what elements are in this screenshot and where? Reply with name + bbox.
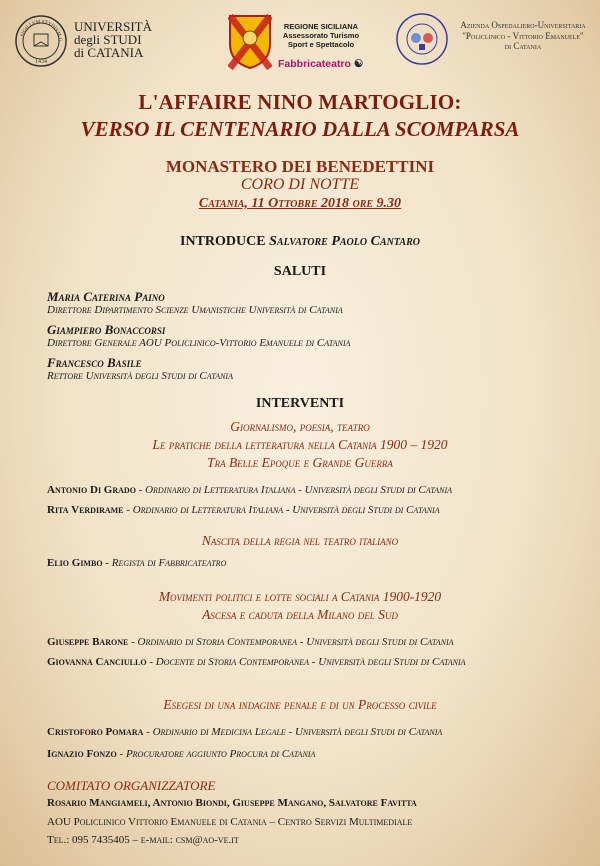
- aou-text: Azienda Ospedaliero-Universitaria "Policlinico - Vittorio Emanuele" di Catania: [460, 20, 586, 51]
- trinacria-shield-icon: [228, 14, 272, 70]
- saluti-speaker-name: Francesco Basile: [47, 355, 142, 370]
- topic-line: Esegesi di una indagine penale e di un Processo civile: [163, 697, 437, 712]
- intro-name: Salvatore Paolo Cantaro: [269, 234, 420, 249]
- comitato-org: AOU Policlinico Vittorio Emanuele di Catania – Centro Servizi Multimediale: [47, 816, 413, 828]
- comitato-heading: COMITATO ORGANIZZATORE: [47, 778, 216, 793]
- aou-logo: [395, 12, 595, 78]
- title-line-1: L'AFFAIRE NINO MARTOGLIO:: [138, 90, 462, 114]
- speaker-role: Ordinario di Storia Contemporanea - Università degli Studi di Catania: [137, 636, 454, 648]
- venue-room: CORO DI NOTTE: [240, 176, 360, 193]
- speaker-name: Cristoforo Pomara: [47, 726, 144, 738]
- topic-line: Le pratiche della letteratura nella Catania 1900 – 1920: [152, 437, 448, 452]
- speaker-line: Elio Gimbo - Regista di Fabbricateatro: [47, 557, 227, 569]
- saluti-speaker-name: Giampiero Bonaccorsi: [47, 322, 166, 337]
- venue-name: MONASTERO DEI BENEDETTINI: [165, 157, 435, 176]
- interventi-heading: INTERVENTI: [255, 396, 345, 411]
- topic-line: Ascesa e caduta della Milano del Sud: [202, 607, 398, 622]
- speaker-line: Giuseppe Barone - Ordinario di Storia Contemporanea - Università degli Studi di Catania: [47, 636, 454, 648]
- speaker-line: Rita Verdirame - Ordinario di Letteratura Italiana - Università degli Studi di Catania: [47, 504, 440, 516]
- aou-seal-icon: [395, 12, 449, 66]
- unict-seal-icon: [14, 14, 68, 68]
- region-text: REGIONE SICILIANA Assessorato Turismo Sport e Spettacolo: [282, 22, 360, 49]
- saluti-speaker-role: Direttore Dipartimento Scienze Umanistiche Università di Catania: [47, 304, 343, 316]
- unict-seal-text: SIGILLVM STVDIVM G: [20, 19, 63, 42]
- speaker-role: Ordinario di Letteratura Italiana - Università degli Studi di Catania: [145, 484, 452, 496]
- comitato-names: Rosario Mangiameli, Antonio Biondi, Giuseppe Mangano, Salvatore Favitta: [47, 797, 417, 809]
- speaker-role: Procuratore aggiunto Procura di Catania: [125, 748, 316, 760]
- svg-text:SIGILLVM STVDIVM GENERALE: [14, 14, 62, 42]
- title-line-2: VERSO IL CENTENARIO DALLA SCOMPARSA: [80, 117, 520, 141]
- region-logo: [228, 14, 363, 76]
- fabbricateatro-logo: Fabbricateatro ☯: [278, 58, 364, 70]
- saluti-speaker-role: Rettore Università degli Studi di Catania: [47, 370, 233, 382]
- speaker-line: Cristoforo Pomara - Ordinario di Medicina Legale - Università degli Studi di Catania: [47, 726, 443, 738]
- topic-line: Movimenti politici e lotte sociali a Catania 1900-1920: [158, 589, 442, 604]
- saluti-heading: SALUTI: [273, 264, 327, 279]
- saluti-speaker-role: Direttore Generale AOU Policlinico-Vittorio Emanuele di Catania: [47, 337, 351, 349]
- speaker-name: Ignazio Fonzo: [47, 748, 117, 760]
- topic-line: Tra Belle Epoque e Grande Guerra: [207, 455, 393, 470]
- comitato-contacts: Tel.: 095 7435405 – e-mail: csm@ao-ve.it: [47, 834, 239, 846]
- saluti-speaker-name: Maria Caterina Paino: [47, 289, 165, 304]
- speaker-role: Ordinario di Letteratura Italiana - Università degli Studi di Catania: [132, 504, 440, 516]
- speaker-role: Ordinario di Medicina Legale - Università degli Studi di Catania: [152, 726, 443, 738]
- speaker-name: Giuseppe Barone: [47, 636, 129, 648]
- speaker-name: Elio Gimbo: [47, 557, 103, 569]
- speaker-name: Antonio Di Grado: [47, 484, 136, 496]
- topic-line: Nascita della regia nel teatro italiano: [201, 533, 399, 548]
- speaker-role: Regista di Fabbricateatro: [111, 557, 227, 569]
- speaker-line: Antonio Di Grado - Ordinario di Letteratura Italiana - Università degli Studi di Catania: [47, 484, 452, 496]
- speaker-line: Giovanna Canciullo - Docente di Storia Contemporanea - Università degli Studi di Catania: [47, 656, 466, 668]
- unict-name: UNIVERSITÀ degli STUDI di CATANIA: [74, 19, 152, 60]
- intro-label: INTRODUCE: [180, 234, 266, 249]
- speaker-name: Giovanna Canciullo: [47, 656, 147, 668]
- intro: [0, 234, 600, 250]
- speaker-line: Ignazio Fonzo - Procuratore aggiunto Procura di Catania: [47, 748, 316, 760]
- unict-seal-year: 1434: [35, 59, 47, 65]
- event-date: Catania, 11 Ottobre 2018 ore 9.30: [198, 196, 402, 211]
- speaker-name: Rita Verdirame: [47, 504, 124, 516]
- speaker-role: Docente di Storia Contemporanea - Università degli Studi di Catania: [155, 656, 466, 668]
- unict-logo: [14, 14, 184, 72]
- topic-line: Giornalismo, poesia, teatro: [230, 419, 370, 434]
